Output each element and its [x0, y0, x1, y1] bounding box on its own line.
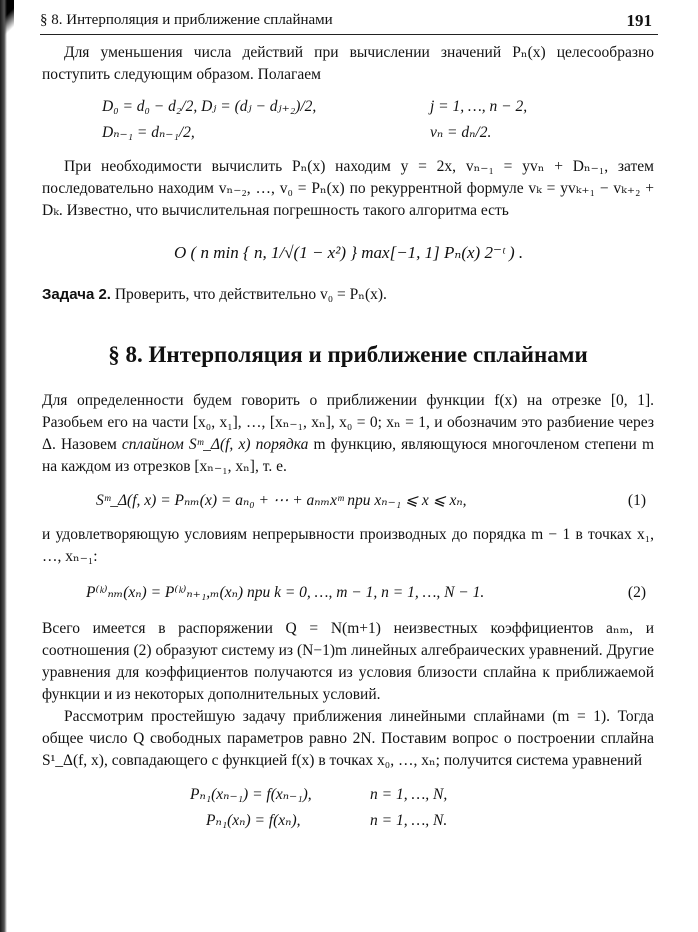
linear-splines-paragraph: Рассмотрим простейшую задачу приближения линейными сплайнами (m = 1). Тогда общее число Q свободных параметров равно 2N. Поставим вопрос о построении сплайна S¹_Δ(f, x), совпадающего с функцией f(x) в точках x₀, …, xₙ; получится система уравнений: [42, 708, 654, 769]
task-label: Задача 2.: [42, 286, 111, 303]
formula-dn-left: Dₙ₋₁ = dₙ₋₁/2,: [102, 124, 195, 141]
equation-system-row-2-left: Pₙ₁(xₙ) = f(xₙ),: [206, 812, 301, 829]
term-spline: сплайном: [121, 436, 184, 453]
definition-text: Для определенности будем говорить о приближении функции f(x) на отрезке [0, 1]. Разобьем его на части [x₀, x₁], …, [xₙ₋₁, xₙ], x₀ = 0; xₙ = 1, и обозначим это разбиение через Δ. Назовем: [42, 392, 654, 453]
equation-system-row-2: [42, 808, 654, 834]
spline-definition-paragraph: [42, 390, 654, 478]
intro-paragraph: Для уменьшения числа действий при вычислении значений Pₙ(x) целесообразно поступить следующим образом. Полагаем: [42, 44, 654, 83]
equation-system-row-1-right: n = 1, …, N,: [370, 786, 448, 803]
spline-symbol: Sᵐ_Δ(f, x): [188, 436, 251, 453]
coefficients-paragraph: Всего имеется в распоряжении Q = N(m+1) неизвестных коэффициентов aₙₘ, и соотношения (2) образуют систему из (N−1)m линейных алгебраических уравнений. Другие уравнения для коэффициентов получаются из условия близости сплайна к приближаемой функции и из некоторых дополнительных условий.: [42, 620, 654, 703]
equation-2-number: (2): [627, 584, 646, 601]
formula-d-right: j = 1, …, n − 2,: [430, 98, 528, 115]
equation-system-row-1: [42, 782, 654, 808]
continuity-paragraph: и удовлетворяющую условиям непрерывности производных до порядка m − 1 в точках x₁, …, xₙ₋₁:: [42, 526, 654, 565]
header-title: § 8. Интерполяция и приближение сплайнами: [40, 12, 333, 28]
page-edge-shadow: [0, 0, 7, 932]
page-number: 191: [626, 11, 652, 30]
task-text: Проверить, что действительно v₀ = Pₙ(x).: [114, 286, 387, 303]
equation-1-number: (1): [627, 492, 646, 509]
equation-1-body: Sᵐ_Δ(f, x) = Pₙₘ(x) = aₙ₀ + ⋯ + aₙₘxᵐ при xₙ₋₁ ⩽ x ⩽ xₙ,: [96, 492, 467, 509]
task-2: [42, 284, 654, 306]
formula-d-last: [42, 120, 654, 146]
term-order: порядка: [255, 436, 309, 453]
formula-vn-right: vₙ = dₙ/2.: [430, 124, 492, 141]
definition-text-end: m функцию, являющуюся многочленом степени m на каждом из отрезков [xₙ₋₁, xₙ], т. е.: [42, 436, 655, 475]
error-estimate-formula: [42, 236, 654, 270]
algorithm-paragraph: При необходимости вычислить Pₙ(x) находим y = 2x, vₙ₋₁ = yvₙ + Dₙ₋₁, затем последовательно находим vₙ₋₂, …, v₀ = Pₙ(x) по рекуррентной формуле vₖ = yvₖ₊₁ − vₖ₊₂ + Dₖ. Известно, что вычислительная погрешность такого алгоритма есть: [42, 158, 654, 219]
equation-2-body: P⁽ᵏ⁾ₙₘ(xₙ) = P⁽ᵏ⁾ₙ₊₁,ₘ(xₙ) при k = 0, …, m − 1, n = 1, …, N − 1.: [86, 584, 485, 601]
equation-system-row-1-left: Pₙ₁(xₙ₋₁) = f(xₙ₋₁),: [190, 786, 312, 803]
section-heading: § 8. Интерполяция и приближение сплайнами: [108, 342, 588, 367]
formula-d-coefficients: [42, 94, 654, 120]
equation-1: [42, 488, 654, 514]
formula-d-left: D₀ = d₀ − d₂/2, Dⱼ = (dⱼ − dⱼ₊₂)/2,: [102, 98, 317, 115]
equation-system-row-2-right: n = 1, …, N.: [370, 812, 448, 829]
running-header: [40, 10, 658, 35]
page-body: [42, 42, 654, 834]
error-estimate-expression: O ( n min { n, 1/√(1 − x²) } max[−1, 1] Pₙ(x) 2⁻ᵗ ) .: [174, 243, 524, 262]
equation-2: [42, 580, 654, 606]
